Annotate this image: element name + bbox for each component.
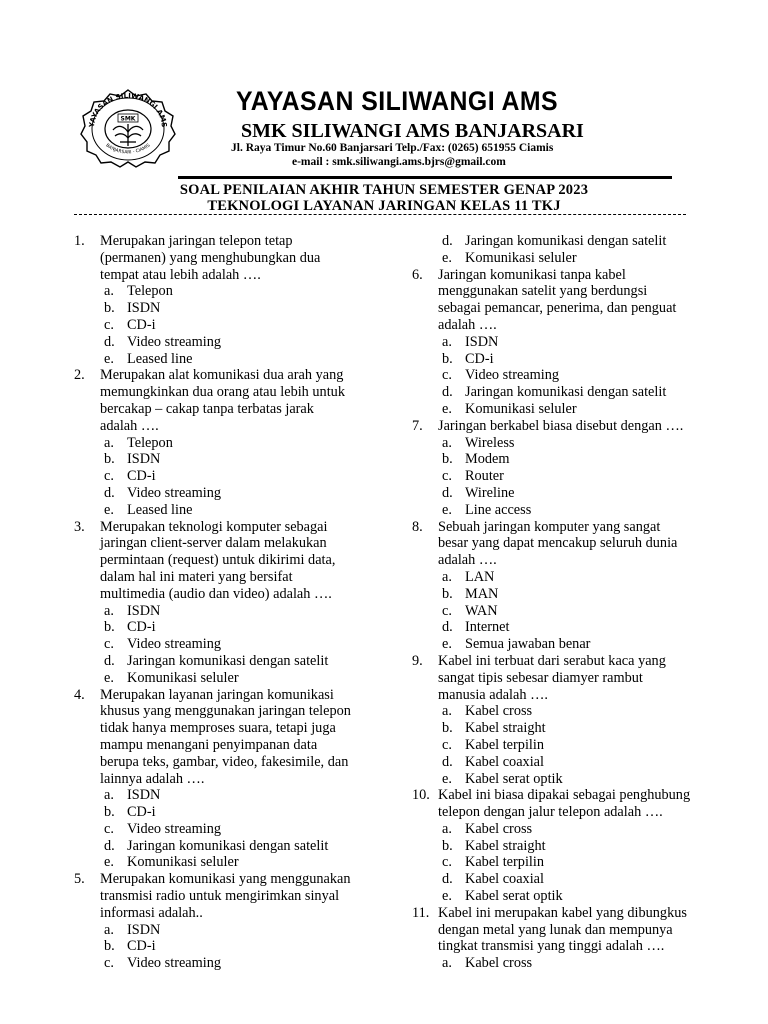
option-text: Leased line (127, 350, 193, 367)
question-text-line: multimedia (audio dan video) adalah …. (100, 585, 332, 602)
answer-option (412, 485, 722, 502)
answer-option (74, 468, 384, 485)
letterhead (0, 0, 768, 180)
answer-option (74, 787, 384, 804)
option-letter: b. (104, 451, 115, 468)
answer-option (74, 804, 384, 821)
answer-option (412, 838, 722, 855)
option-letter: c. (442, 736, 452, 753)
answer-option (74, 653, 384, 670)
answer-option (74, 300, 384, 317)
school-address: Jl. Raya Timur No.60 Banjarsari Telp./Fax: (0265) 651955 Ciamis (231, 142, 554, 154)
answer-option (412, 619, 722, 636)
option-letter: a. (104, 283, 114, 300)
question-item (412, 519, 722, 569)
question-item (412, 653, 722, 703)
option-letter: e. (442, 400, 452, 417)
option-letter: e. (442, 636, 452, 653)
answer-option (412, 351, 722, 368)
option-letter: d. (442, 233, 453, 249)
option-letter: b. (442, 720, 453, 737)
option-text: CD-i (127, 316, 156, 333)
answer-option (412, 955, 722, 972)
option-text: CD-i (465, 350, 494, 367)
option-text: CD-i (127, 804, 156, 821)
school-email: e-mail : smk.siliwangi.ams.bjrs@gmail.com (292, 156, 506, 168)
option-text: ISDN (127, 451, 161, 468)
dashed-divider (74, 214, 686, 215)
option-text: Komunikasi seluler (465, 249, 577, 266)
question-item (74, 519, 384, 603)
question-text-line: sangat tipis sebesar diamyer rambut (438, 669, 643, 686)
option-letter: a. (104, 921, 114, 938)
option-letter: d. (104, 837, 115, 854)
option-text: Kabel cross (465, 955, 533, 972)
answer-option (412, 871, 722, 888)
option-text: Video streaming (465, 367, 560, 384)
school-seal-icon (80, 88, 176, 168)
question-number: 3. (74, 518, 85, 535)
option-text: ISDN (127, 602, 161, 619)
option-letter: c. (442, 468, 452, 485)
answer-option (412, 451, 722, 468)
option-letter: a. (442, 820, 452, 837)
option-text: Telepon (127, 434, 173, 451)
question-text-line: adalah …. (438, 552, 497, 569)
question-text-line: bercakap – cakap tanpa terbatas jarak (100, 400, 314, 417)
option-text: ISDN (465, 333, 499, 350)
organization-title: YAYASAN SILIWANGI AMS (236, 86, 559, 116)
option-text: ISDN (127, 921, 161, 938)
option-text: Jaringan komunikasi dengan satelit (127, 837, 329, 854)
option-letter: a. (442, 568, 452, 585)
option-text: Telepon (127, 283, 173, 300)
answer-option (412, 636, 722, 653)
answer-option (74, 838, 384, 855)
option-text: CD-i (127, 468, 156, 485)
question-text-line: menggunakan satelit yang berdungsi (438, 283, 648, 300)
option-text: Kabel cross (465, 820, 533, 837)
option-letter: c. (104, 636, 114, 653)
option-letter: b. (104, 804, 115, 821)
option-letter: b. (442, 837, 453, 854)
option-letter: e. (104, 501, 114, 518)
option-letter: b. (104, 619, 115, 636)
option-text: Video streaming (127, 333, 222, 350)
answer-option (412, 888, 722, 905)
question-text-line: manusia adalah …. (438, 686, 548, 703)
questions-column-left (74, 233, 384, 972)
question-text-line: Merupakan komunikasi yang menggunakan (100, 871, 351, 888)
answer-option (74, 619, 384, 636)
option-letter: a. (104, 434, 114, 451)
answer-option (74, 603, 384, 620)
answer-option (412, 586, 722, 603)
question-item (74, 233, 384, 283)
option-text: Kabel serat optik (465, 770, 563, 787)
answer-option (74, 636, 384, 653)
question-text-line: informasi adalah.. (100, 904, 203, 921)
option-text: Jaringan komunikasi dengan satelit (465, 233, 667, 249)
svg-text:SMK: SMK (120, 115, 136, 123)
option-text: Kabel coaxial (465, 871, 544, 888)
option-text: Wireless (465, 434, 515, 451)
option-letter: c. (104, 955, 114, 972)
option-text: ISDN (127, 300, 161, 317)
answer-option (412, 771, 722, 788)
answer-option (412, 435, 722, 452)
answer-option (74, 938, 384, 955)
option-text: Kabel straight (465, 837, 546, 854)
option-text: WAN (465, 602, 498, 619)
question-number: 11. (412, 904, 430, 921)
option-text: Kabel straight (465, 720, 546, 737)
answer-option (74, 451, 384, 468)
answer-option (412, 703, 722, 720)
answer-option (412, 384, 722, 401)
option-letter: b. (442, 451, 453, 468)
question-text-line: transmisi radio untuk mengirimkan sinyal (100, 888, 340, 905)
option-text: Komunikasi seluler (465, 400, 577, 417)
answer-option (74, 821, 384, 838)
answer-option (412, 720, 722, 737)
question-item (412, 905, 722, 955)
question-text-line: Kabel ini merupakan kabel yang dibungkus (438, 904, 687, 921)
option-letter: c. (104, 316, 114, 333)
option-text: Video streaming (127, 484, 222, 501)
option-text: MAN (465, 585, 499, 602)
svg-text:BANJARSARI - CIAMIS: BANJARSARI - CIAMIS (104, 143, 152, 156)
option-letter: e. (442, 501, 452, 518)
answer-option (412, 754, 722, 771)
answer-option (74, 854, 384, 871)
question-text-line: Kabel ini biasa dipakai sebagai penghubung (438, 787, 691, 804)
question-text-line: khusus yang menggunakan jaringan telepon (100, 703, 351, 720)
option-text: Line access (465, 501, 532, 518)
question-text-line: sebagai pemancar, penerima, dan penguat (438, 300, 677, 317)
option-letter: a. (104, 787, 114, 804)
question-number: 10. (412, 787, 430, 804)
option-letter: d. (442, 619, 453, 636)
option-letter: d. (104, 484, 115, 501)
option-text: Internet (465, 619, 510, 636)
option-letter: e. (104, 669, 114, 686)
question-item (74, 871, 384, 921)
answer-option (74, 502, 384, 519)
question-item (412, 418, 722, 435)
answer-option (412, 502, 722, 519)
option-text: Video streaming (127, 820, 222, 837)
option-letter: e. (442, 770, 452, 787)
option-letter: a. (442, 703, 452, 720)
option-text: Video streaming (127, 636, 222, 653)
question-text-line: lainnya adalah …. (100, 770, 205, 787)
option-text: Jaringan komunikasi dengan satelit (127, 652, 329, 669)
option-letter: c. (442, 602, 452, 619)
option-text: Komunikasi seluler (127, 854, 239, 871)
option-letter: e. (442, 249, 452, 266)
option-letter: c. (442, 854, 452, 871)
option-text: CD-i (127, 938, 156, 955)
option-letter: c. (442, 367, 452, 384)
answer-option (412, 603, 722, 620)
option-text: Kabel coaxial (465, 753, 544, 770)
question-item (74, 367, 384, 434)
option-text: Wireline (465, 484, 515, 501)
option-text: ISDN (127, 787, 161, 804)
answer-option (412, 334, 722, 351)
option-letter: d. (442, 753, 453, 770)
answer-option (412, 250, 722, 267)
question-text-line: memungkinkan dua orang atau lebih untuk (100, 384, 345, 401)
answer-option (412, 367, 722, 384)
question-number: 5. (74, 871, 85, 888)
answer-option (74, 922, 384, 939)
question-text-line: Sebuah jaringan komputer yang sangat (438, 518, 661, 535)
option-letter: a. (104, 602, 114, 619)
exam-title: SOAL PENILAIAN AKHIR TAHUN SEMESTER GENAP 2023 (179, 182, 589, 198)
answer-option (74, 351, 384, 368)
option-letter: e. (104, 854, 114, 871)
question-number: 2. (74, 367, 85, 384)
question-text-line: Jaringan berkabel biasa disebut dengan …. (438, 417, 684, 434)
question-text-line: tingkat transmisi yang tinggi adalah …. (438, 938, 665, 955)
option-text: Semua jawaban benar (465, 636, 591, 653)
question-number: 8. (412, 518, 423, 535)
option-text: Jaringan komunikasi dengan satelit (465, 384, 667, 401)
answer-option (412, 854, 722, 871)
option-text: CD-i (127, 619, 156, 636)
option-letter: e. (442, 888, 452, 905)
answer-option (412, 569, 722, 586)
option-text: Kabel terpilin (465, 736, 545, 753)
option-text: Kabel terpilin (465, 854, 545, 871)
question-text-line: telepon dengan jalur telepon adalah …. (438, 804, 663, 821)
questions-column-right (412, 233, 722, 972)
svg-text:YAYASAN SILIWANGI AMS: YAYASAN SILIWANGI AMS (87, 91, 169, 128)
header-divider (178, 176, 672, 179)
option-letter: e. (104, 350, 114, 367)
question-text-line: mampu menangani penyimpanan data (100, 736, 318, 753)
question-text-line: Jaringan komunikasi tanpa kabel (438, 266, 626, 283)
option-letter: d. (442, 484, 453, 501)
answer-option (412, 401, 722, 418)
question-number: 9. (412, 652, 423, 669)
answer-option (74, 334, 384, 351)
answer-option (412, 737, 722, 754)
option-letter: d. (442, 384, 453, 401)
answer-option (412, 468, 722, 485)
question-item (412, 787, 722, 821)
option-letter: a. (442, 434, 452, 451)
question-text-line: berupa teks, gambar, video, fakesimile, dan (100, 753, 349, 770)
exam-subject: TEKNOLOGI LAYANAN JARINGAN KELAS 11 TKJ (207, 198, 561, 214)
question-text-line: (permanen) yang menghubungkan dua (100, 249, 321, 266)
option-letter: c. (104, 820, 114, 837)
answer-option (412, 821, 722, 838)
question-text-line: Merupakan teknologi komputer sebagai (100, 518, 328, 535)
question-number: 7. (412, 417, 423, 434)
question-text-line: tidak hanya memproses suara, tetapi juga (100, 720, 336, 737)
option-letter: d. (442, 871, 453, 888)
option-text: Router (465, 468, 504, 485)
question-text-line: tempat atau lebih adalah …. (100, 266, 261, 283)
question-text-line: Merupakan alat komunikasi dua arah yang (100, 367, 344, 384)
question-text-line: adalah …. (438, 316, 497, 333)
option-letter: b. (104, 938, 115, 955)
option-letter: a. (442, 955, 452, 972)
option-letter: b. (104, 300, 115, 317)
option-letter: c. (104, 468, 114, 485)
option-text: Kabel serat optik (465, 888, 563, 905)
answer-option (74, 485, 384, 502)
question-text-line: Merupakan layanan jaringan komunikasi (100, 686, 334, 703)
option-letter: d. (104, 333, 115, 350)
answer-option (412, 233, 722, 250)
answer-option (74, 670, 384, 687)
question-text-line: adalah …. (100, 417, 159, 434)
option-text: LAN (465, 568, 495, 585)
option-text: Leased line (127, 501, 193, 518)
option-text: Kabel cross (465, 703, 533, 720)
option-letter: a. (442, 333, 452, 350)
option-letter: b. (442, 585, 453, 602)
option-letter: b. (442, 350, 453, 367)
question-item (412, 267, 722, 334)
question-number: 6. (412, 266, 423, 283)
option-text: Modem (465, 451, 510, 468)
question-item (74, 687, 384, 788)
question-text-line: dengan metal yang lunak dan mempunya (438, 921, 673, 938)
option-text: Komunikasi seluler (127, 669, 239, 686)
option-letter: d. (104, 652, 115, 669)
question-text-line: Merupakan jaringan telepon tetap (100, 233, 293, 249)
answer-option (74, 317, 384, 334)
question-text-line: jaringan client-server dalam melakukan (100, 535, 327, 552)
answer-option (74, 955, 384, 972)
question-text-line: Kabel ini terbuat dari serabut kaca yang (438, 652, 666, 669)
question-text-line: dalam hal ini materi yang bersifat (100, 568, 293, 585)
question-text-line: permintaan (request) untuk dikirimi data, (100, 552, 336, 569)
answer-option (74, 435, 384, 452)
school-name: SMK SILIWANGI AMS BANJARSARI (241, 120, 584, 142)
question-number: 4. (74, 686, 85, 703)
question-number: 1. (74, 233, 85, 249)
answer-option (74, 283, 384, 300)
option-text: Video streaming (127, 955, 222, 972)
question-text-line: besar yang dapat mencakup seluruh dunia (438, 535, 678, 552)
